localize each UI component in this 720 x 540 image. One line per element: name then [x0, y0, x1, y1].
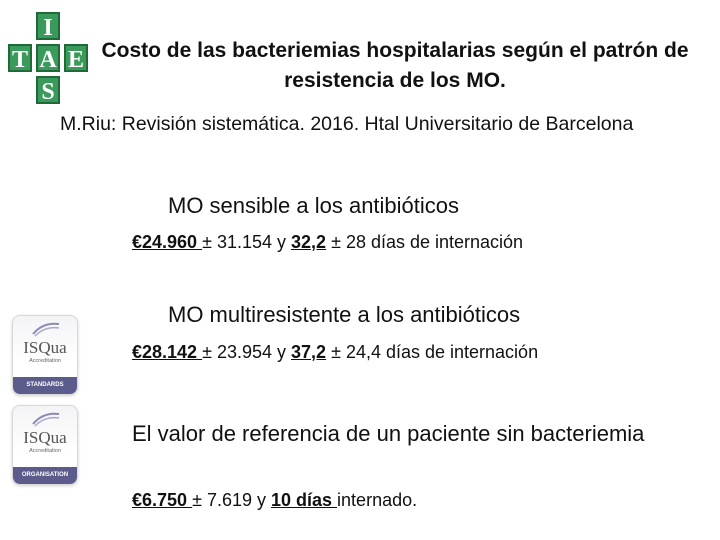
days-rest: ± 28 días de internación: [326, 232, 524, 252]
badge-sub: Accreditation: [29, 358, 61, 364]
cost-value: €28.142: [132, 342, 203, 362]
badge-sub: Accreditation: [29, 448, 61, 454]
cost-value: €24.960: [132, 232, 203, 252]
logo-letter-e: E: [64, 44, 88, 72]
taes-logo: [6, 12, 90, 108]
badge-name: ISQua: [23, 428, 67, 447]
slide-title: Costo de las bacteriemias hospitalarias según el patrón de resistencia de los MO.: [101, 39, 689, 92]
isqua-organisation-badge: [12, 405, 78, 485]
section-data-sensitive: [132, 232, 523, 253]
badge-band: STANDARDS: [13, 377, 77, 394]
section-data-reference: [132, 490, 417, 511]
section-data-multiresistant: [132, 342, 538, 363]
section-heading-reference: El valor de referencia de un paciente sin bacteriemia: [132, 421, 645, 446]
days-rest: internado.: [337, 490, 418, 510]
logo-letter-i: I: [36, 12, 60, 40]
days-rest: ± 24,4 días de internación: [326, 342, 539, 362]
logo-letter-t: T: [8, 44, 32, 72]
badge-band: ORGANISATION: [13, 467, 77, 484]
cost-value: €6.750: [132, 490, 193, 510]
days-value: 32,2: [291, 232, 327, 252]
section-heading-multiresistant: MO multiresistente a los antibióticos: [168, 302, 521, 327]
badge-name: ISQua: [23, 338, 67, 357]
isqua-swoosh-icon: [31, 410, 61, 428]
section-heading-sensitive: MO sensible a los antibióticos: [168, 193, 460, 218]
cost-sd: ± 23.954 y: [202, 342, 292, 362]
logo-letter-a: A: [36, 44, 60, 72]
slide-subtitle: M.Riu: Revisión sistemática. 2016. Htal Universitario de Barcelona: [60, 113, 634, 135]
isqua-swoosh-icon: [31, 320, 61, 338]
cost-sd: ± 31.154 y: [202, 232, 292, 252]
cost-sd: ± 7.619 y: [192, 490, 271, 510]
logo-letter-s: S: [36, 76, 60, 104]
days-value: 10 días: [271, 490, 338, 510]
isqua-standards-badge: [12, 315, 78, 395]
days-value: 37,2: [291, 342, 327, 362]
